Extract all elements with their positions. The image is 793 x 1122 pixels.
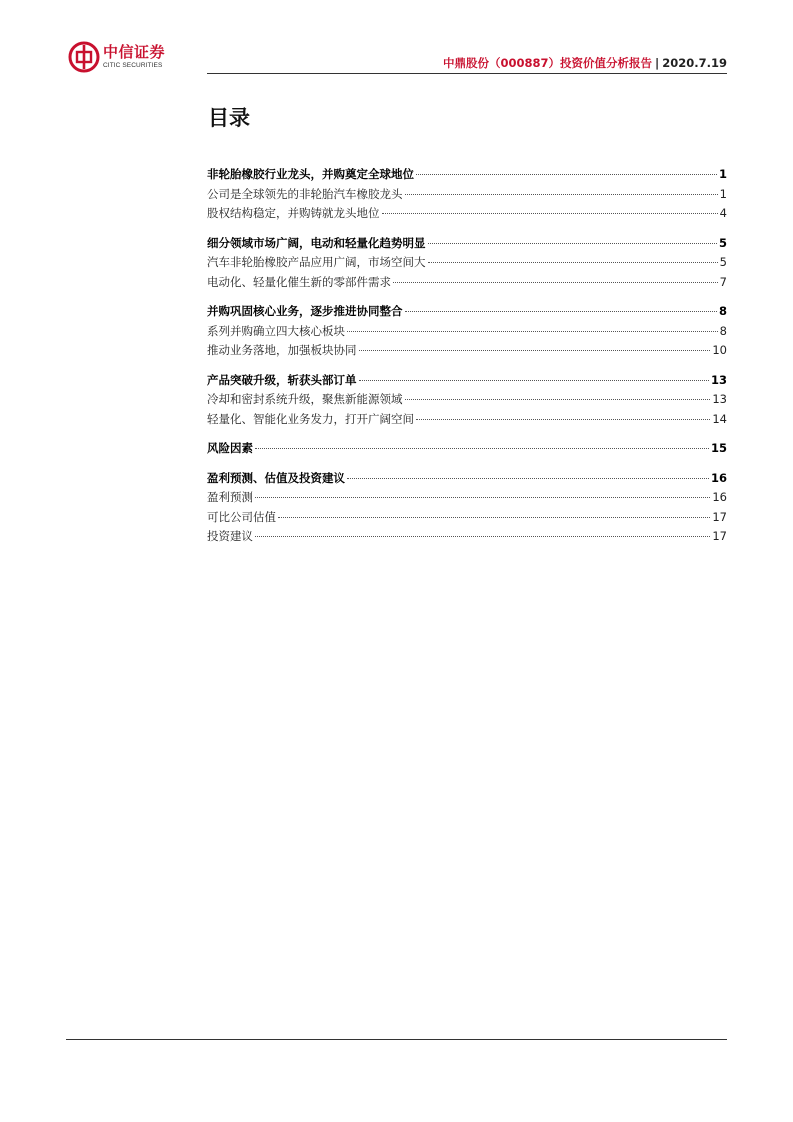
toc-subsection-entry[interactable] (207, 528, 727, 548)
toc-dot-leader (393, 282, 718, 283)
toc-dot-leader (359, 380, 709, 381)
toc-entry-label: 盈利预测、估值及投资建议 (207, 470, 345, 485)
toc-subsection-entry[interactable] (207, 509, 727, 529)
header-separator: | (655, 56, 660, 70)
toc-dot-leader (428, 262, 718, 263)
toc-subsection-entry[interactable] (207, 391, 727, 411)
toc-section-entry[interactable] (207, 166, 727, 186)
toc-title: 目录 (208, 106, 250, 130)
toc-entry-page: 17 (712, 529, 727, 543)
toc-section-entry[interactable] (207, 372, 727, 392)
toc-entry-page: 14 (712, 411, 727, 426)
toc-entry-label: 投资建议 (207, 529, 253, 543)
toc-subsection-entry[interactable] (207, 205, 727, 225)
toc-subsection-entry[interactable] (207, 274, 727, 294)
toc-entry-page: 13 (710, 372, 727, 387)
toc-entry-label: 细分领域市场广阔，电动和轻量化趋势明显 (207, 235, 426, 250)
toc-entry-page: 16 (712, 490, 727, 504)
footer-rule (66, 1039, 727, 1040)
toc-entry-label: 轻量化、智能化业务发力，打开广阔空间 (207, 411, 414, 426)
toc-entry-label: 汽车非轮胎橡胶产品应用广阔，市场空间大 (207, 255, 426, 269)
toc-dot-leader (405, 194, 718, 195)
toc-section-entry[interactable] (207, 235, 727, 255)
toc-entry-page: 4 (719, 206, 727, 220)
report-header (443, 55, 727, 71)
toc-entry-page: 1 (718, 167, 727, 181)
toc-entry-label: 电动化、轻量化催生新的零部件需求 (207, 274, 391, 289)
toc-dot-leader (278, 517, 710, 518)
header-rule (207, 73, 727, 74)
toc-subsection-entry[interactable] (207, 323, 727, 343)
toc-entry-page: 8 (718, 304, 727, 318)
toc-dot-leader (405, 311, 717, 312)
toc-subsection-entry[interactable] (207, 254, 727, 274)
toc-entry-label: 冷却和密封系统升级，聚焦新能源领域 (207, 392, 403, 406)
report-date: 2020.7.19 (662, 56, 727, 70)
table-of-contents (207, 166, 727, 548)
toc-subsection-entry[interactable] (207, 186, 727, 206)
toc-entry-page: 15 (710, 441, 727, 455)
toc-entry-label: 股权结构稳定，并购铸就龙头地位 (207, 206, 380, 220)
citic-securities-logo (68, 40, 178, 74)
toc-entry-page: 10 (712, 343, 727, 357)
toc-entry-label: 产品突破升级，斩获头部订单 (207, 372, 357, 387)
toc-dot-leader (255, 536, 710, 537)
citic-logo-icon (68, 41, 100, 73)
toc-entry-page: 5 (719, 255, 727, 269)
toc-dot-leader (255, 448, 709, 449)
toc-entry-label: 非轮胎橡胶行业龙头，并购奠定全球地位 (207, 167, 414, 181)
toc-entry-label: 风险因素 (207, 441, 253, 455)
toc-section-entry[interactable] (207, 303, 727, 323)
toc-entry-page: 5 (718, 235, 727, 250)
toc-dot-leader (428, 243, 717, 244)
toc-dot-leader (416, 419, 710, 420)
toc-dot-leader (255, 497, 710, 498)
logo-cn: 中信证券 (103, 42, 166, 61)
toc-entry-page: 17 (712, 509, 727, 524)
toc-dot-leader (416, 174, 717, 175)
toc-subsection-entry[interactable] (207, 411, 727, 431)
toc-section-entry[interactable] (207, 440, 727, 460)
logo-text (103, 42, 166, 70)
toc-entry-label: 系列并购确立四大核心板块 (207, 323, 345, 338)
report-title: 中鼎股份（000887）投资价值分析报告 (443, 56, 653, 70)
toc-entry-label: 并购巩固核心业务，逐步推进协同整合 (207, 304, 403, 318)
logo-en: CITIC SECURITIES (103, 61, 163, 69)
toc-entry-page: 7 (719, 274, 727, 289)
toc-dot-leader (405, 399, 711, 400)
toc-entry-label: 推动业务落地，加强板块协同 (207, 343, 357, 357)
toc-entry-label: 可比公司估值 (207, 509, 276, 524)
toc-subsection-entry[interactable] (207, 342, 727, 362)
toc-entry-label: 盈利预测 (207, 490, 253, 504)
toc-entry-page: 13 (712, 392, 727, 406)
toc-dot-leader (347, 331, 718, 332)
toc-entry-label: 公司是全球领先的非轮胎汽车橡胶龙头 (207, 186, 403, 201)
toc-dot-leader (382, 213, 718, 214)
toc-entry-page: 16 (710, 470, 727, 485)
toc-dot-leader (359, 350, 711, 351)
toc-entry-page: 8 (719, 323, 727, 338)
toc-section-entry[interactable] (207, 470, 727, 490)
toc-dot-leader (347, 478, 709, 479)
toc-entry-page: 1 (719, 186, 727, 201)
toc-subsection-entry[interactable] (207, 489, 727, 509)
